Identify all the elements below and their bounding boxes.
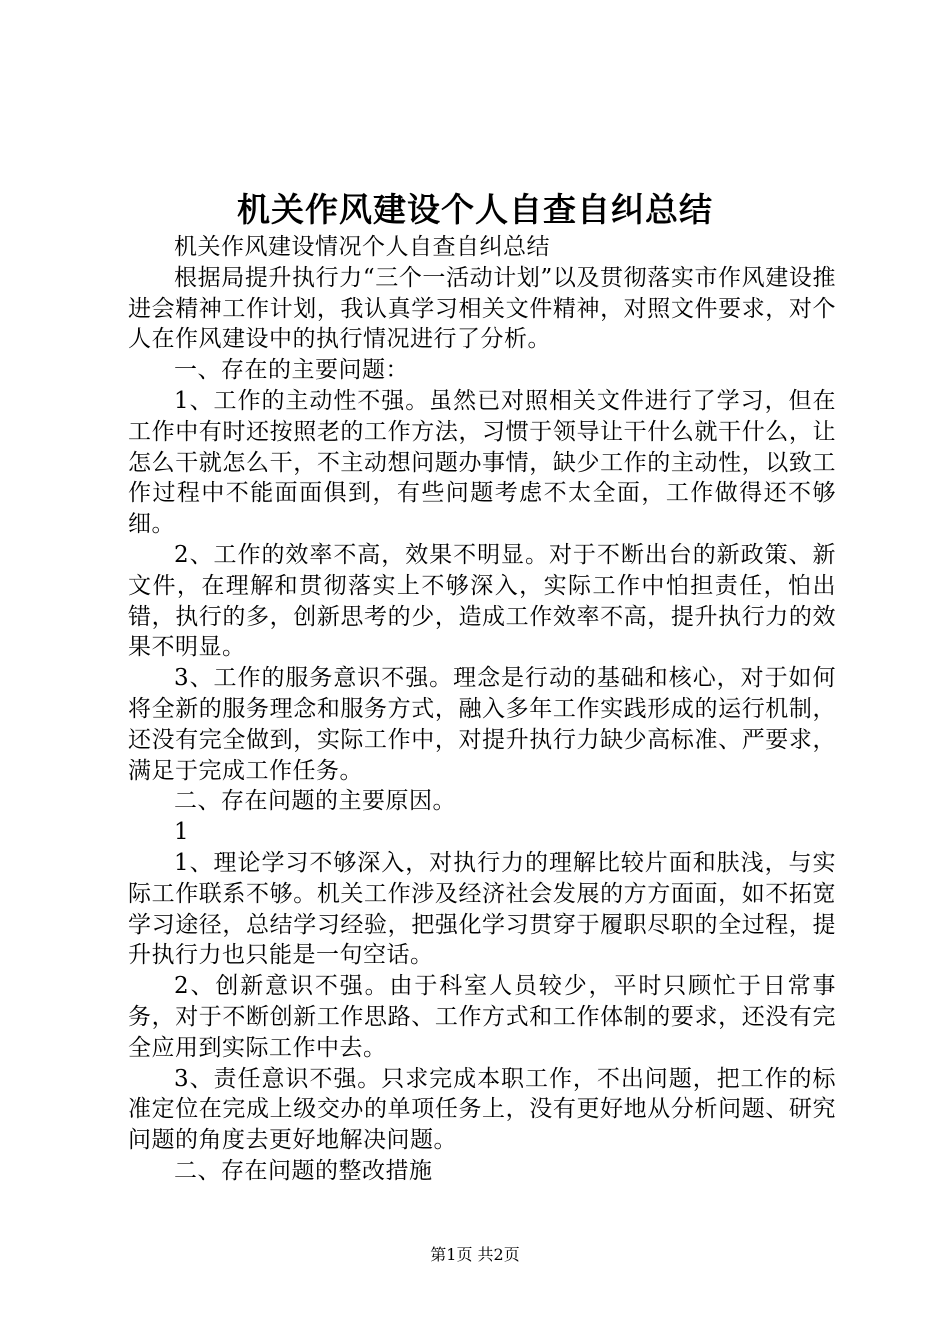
- section-heading-measures: 二、存在问题的整改措施: [174, 1157, 433, 1184]
- document-title: 机关作风建设个人自查自纠总结: [237, 190, 713, 229]
- paragraph-number: 1: [174, 819, 190, 846]
- paragraph-cause-3: 3、责任意识不强。只求完成本职工作，不出问题，把工作的标准定位在完成上级交办的单项任务上，没有更好地从分析问题、研究问题的角度去更好地解决问题。: [128, 1065, 836, 1154]
- section-heading-problems: 一、存在的主要问题：: [174, 357, 409, 384]
- paragraph-problem-2: 2、工作的效率不高，效果不明显。对于不断出台的新政策、新文件，在理解和贯彻落实上不够深入，实际工作中怕担责任，怕出错，执行的多，创新思考的少，造成工作效率不高，提升执行力的效果不明显。: [128, 541, 836, 661]
- page-footer: 第1页 共2页: [430, 1245, 520, 1264]
- paragraph-intro: 根据局提升执行力“三个一活动计划”以及贯彻落实市作风建设推进会精神工作计划，我认真学习相关文件精神，对照文件要求，对个人在作风建设中的执行情况进行了分析。: [128, 264, 836, 353]
- paragraph-cause-2: 2、创新意识不强。由于科室人员较少，平时只顾忙于日常事务，对于不断创新工作思路、工作方式和工作体制的要求，还没有完全应用到实际工作中去。: [128, 973, 836, 1061]
- paragraph-subtitle: 机关作风建设情况个人自查自纠总结: [174, 234, 550, 260]
- paragraph-cause-1: 1、理论学习不够深入，对执行力的理解比较片面和肤浅，与实际工作联系不够。机关工作涉及经济社会发展的方方面面，如不拓宽学习途径，总结学习经验，把强化学习贯穿于履职尽职的全过程，提升执行力也只能是一句空话。: [128, 849, 836, 969]
- paragraph-problem-1: 1、工作的主动性不强。虽然已对照相关文件进行了学习，但在工作中有时还按照老的工作方法，习惯于领导让干什么就干什么，让怎么干就怎么干，不主动想问题办事情，缺少工作的主动性，以致工作过程中不能面面俱到，有些问题考虑不太全面，工作做得还不够细。: [128, 387, 836, 538]
- paragraph-problem-3: 3、工作的服务意识不强。理念是行动的基础和核心，对于如何将全新的服务理念和服务方式，融入多年工作实践形成的运行机制，还没有完全做到，实际工作中，对提升执行力缺少高标准、严要求，满足于完成工作任务。: [128, 665, 836, 784]
- section-heading-causes: 二、存在问题的主要原因。: [174, 788, 456, 815]
- document-body: [128, 232, 836, 1187]
